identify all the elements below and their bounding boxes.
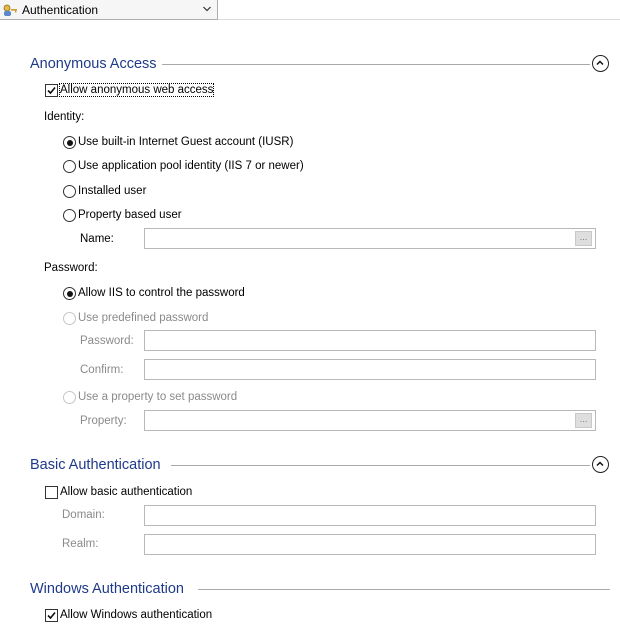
identity-option-property[interactable]: Property based user: [78, 209, 182, 221]
password-option-predefined[interactable]: Use predefined password: [78, 312, 209, 324]
chevron-up-icon: [596, 59, 604, 67]
anonymous-section-title: Anonymous Access: [30, 56, 157, 72]
identity-radio-apppool[interactable]: [63, 160, 76, 173]
identity-option-apppool[interactable]: Use application pool identity (IIS 7 or newer): [78, 160, 304, 172]
anonymous-section-divider: [162, 64, 590, 65]
allow-windows-label[interactable]: Allow Windows authentication: [60, 609, 213, 621]
identity-radio-property[interactable]: [63, 209, 76, 222]
password-option-property[interactable]: Use a property to set password: [78, 391, 238, 403]
confirm-field-label: Confirm:: [80, 364, 124, 376]
collapse-anonymous-button[interactable]: [592, 55, 609, 72]
checkmark-icon: [46, 610, 57, 621]
header-divider: [218, 19, 620, 20]
allow-basic-checkbox[interactable]: [45, 486, 58, 499]
realm-field[interactable]: [144, 534, 596, 555]
confirm-field[interactable]: [144, 359, 596, 380]
identity-label: Identity:: [44, 111, 85, 123]
property-field-label: Property:: [80, 415, 127, 427]
identity-radio-installed[interactable]: [63, 185, 76, 198]
password-option-iis[interactable]: Allow IIS to control the password: [78, 287, 245, 299]
name-label: Name:: [80, 233, 114, 245]
name-field[interactable]: [144, 228, 596, 249]
identity-option-iusr[interactable]: Use built-in Internet Guest account (IUSR): [78, 136, 294, 148]
password-field[interactable]: [144, 330, 596, 351]
password-section-label: Password:: [44, 262, 98, 274]
allow-windows-checkbox[interactable]: [45, 609, 58, 622]
realm-label: Realm:: [62, 538, 99, 550]
collapse-basic-button[interactable]: [592, 456, 609, 473]
property-browse-button[interactable]: ...: [575, 413, 592, 428]
password-radio-property[interactable]: [63, 391, 76, 404]
view-dropdown[interactable]: [0, 0, 218, 20]
basic-section-divider: [171, 465, 590, 466]
identity-radio-iusr[interactable]: [63, 136, 76, 149]
domain-label: Domain:: [62, 509, 105, 521]
allow-basic-label[interactable]: Allow basic authentication: [60, 486, 193, 498]
checkmark-icon: [46, 85, 57, 96]
identity-option-installed[interactable]: Installed user: [78, 185, 147, 197]
password-radio-predefined[interactable]: [63, 312, 76, 325]
key-user-icon: [2, 3, 18, 17]
name-browse-button[interactable]: ...: [575, 231, 592, 246]
chevron-down-icon: [202, 4, 212, 14]
password-field-label: Password:: [80, 335, 134, 347]
property-field[interactable]: [144, 410, 596, 431]
allow-anonymous-checkbox[interactable]: [45, 84, 58, 97]
windows-section-title: Windows Authentication: [30, 581, 184, 597]
password-radio-iis[interactable]: [63, 287, 76, 300]
domain-field[interactable]: [144, 505, 596, 526]
dropdown-label: Authentication: [22, 3, 99, 17]
basic-section-title: Basic Authentication: [30, 457, 161, 473]
allow-anonymous-label[interactable]: Allow anonymous web access: [60, 84, 214, 96]
windows-section-divider: [198, 589, 610, 590]
chevron-up-icon: [596, 460, 604, 468]
